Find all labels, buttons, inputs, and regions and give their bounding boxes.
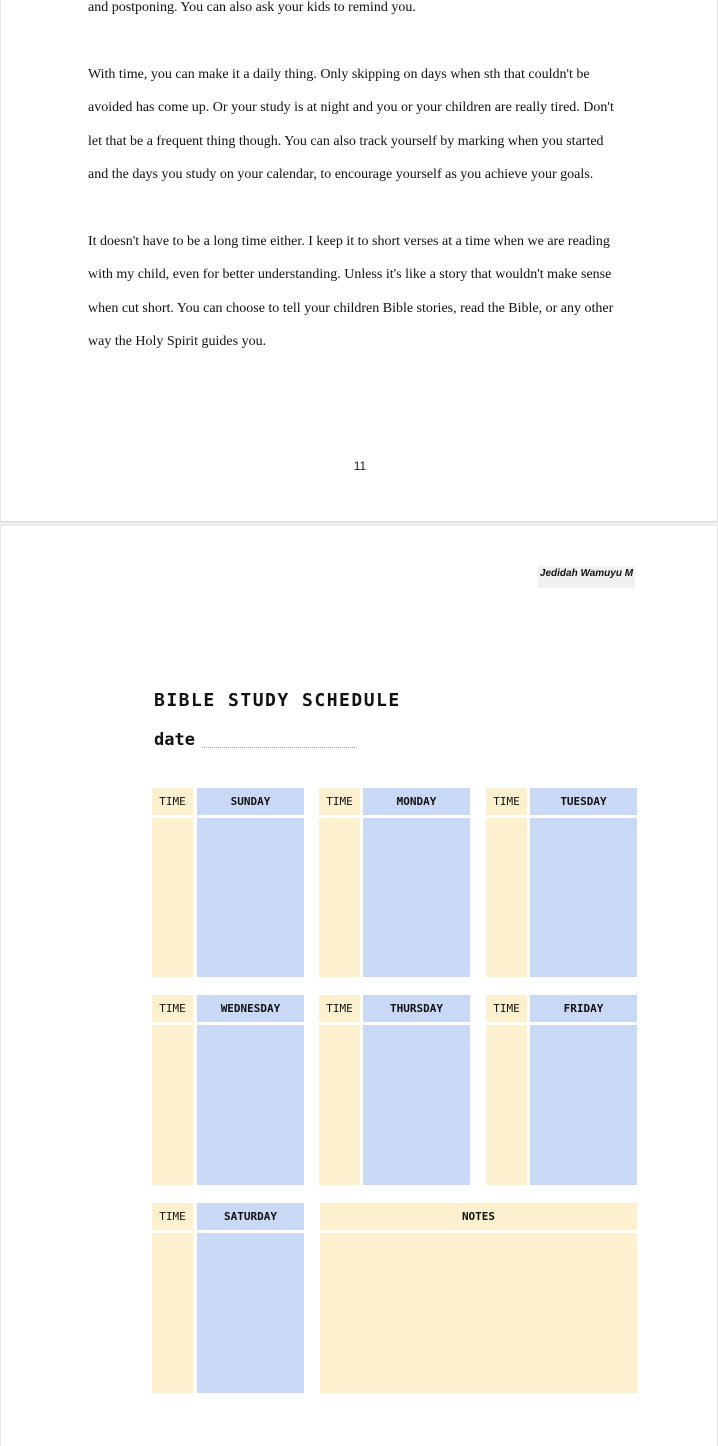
tuesday-time-cell[interactable] <box>486 818 527 977</box>
time-header: TIME <box>152 1203 193 1230</box>
page-11 <box>0 0 718 522</box>
saturday-time-cell[interactable] <box>152 1233 193 1393</box>
tuesday-cell[interactable] <box>530 818 637 977</box>
time-header: TIME <box>486 995 527 1022</box>
text-line: With time, you can make it a daily thing. Only skipping on days when sth that couldn't be <box>88 67 590 82</box>
paragraph-3 <box>88 225 648 359</box>
paragraph-2 <box>88 58 648 192</box>
text-line: when cut short. You can choose to tell your children Bible stories, read the Bible, or any other <box>88 300 614 316</box>
monday-time-cell[interactable] <box>319 818 360 977</box>
text-line: and postponing. You can also ask your kids to remind you. <box>88 0 416 15</box>
text-line: with my child, even for better understanding. Unless it's like a story that wouldn't make sense <box>88 267 612 283</box>
friday-cell[interactable] <box>530 1025 637 1185</box>
notes-header: NOTES <box>320 1203 637 1230</box>
thursday-header: THURSDAY <box>363 995 470 1022</box>
wednesday-cell[interactable] <box>197 1025 304 1185</box>
text-line: avoided has come up. Or your study is at night and you or your children are really tired. Don't <box>88 100 614 116</box>
friday-time-cell[interactable] <box>486 1025 527 1185</box>
text-line: way the Holy Spirit guides you. <box>88 334 267 350</box>
friday-header: FRIDAY <box>530 995 637 1022</box>
page-number: 11 <box>353 459 367 473</box>
page-schedule <box>0 526 718 1446</box>
wednesday-time-cell[interactable] <box>152 1025 193 1185</box>
notes-area[interactable] <box>320 1233 637 1393</box>
date-label: date <box>154 730 195 750</box>
time-header: TIME <box>152 995 193 1022</box>
text-line: and the days you study on your calendar, to encourage yourself as you achieve your goals. <box>88 167 594 183</box>
saturday-header: SATURDAY <box>197 1203 304 1230</box>
paragraph-1 <box>88 0 648 24</box>
time-header: TIME <box>319 788 360 815</box>
time-header: TIME <box>152 788 193 815</box>
sunday-time-cell[interactable] <box>152 818 193 977</box>
schedule-title: BIBLE STUDY SCHEDULE <box>154 690 401 711</box>
monday-header: MONDAY <box>363 788 470 815</box>
thursday-cell[interactable] <box>363 1025 470 1185</box>
monday-cell[interactable] <box>363 818 470 977</box>
time-header: TIME <box>486 788 527 815</box>
text-line: It doesn't have to be a long time either. I keep it to short verses at a time when we are reading <box>88 234 610 249</box>
date-fill-line[interactable] <box>202 747 357 748</box>
sunday-cell[interactable] <box>197 818 304 977</box>
saturday-cell[interactable] <box>197 1233 304 1393</box>
author-name: Jedidah Wamuyu M <box>538 566 635 588</box>
thursday-time-cell[interactable] <box>319 1025 360 1185</box>
time-header: TIME <box>319 995 360 1022</box>
sunday-header: SUNDAY <box>197 788 304 815</box>
text-line: let that be a frequent thing though. You can also track yourself by marking when you started <box>88 133 604 149</box>
tuesday-header: TUESDAY <box>530 788 637 815</box>
wednesday-header: WEDNESDAY <box>197 995 304 1022</box>
